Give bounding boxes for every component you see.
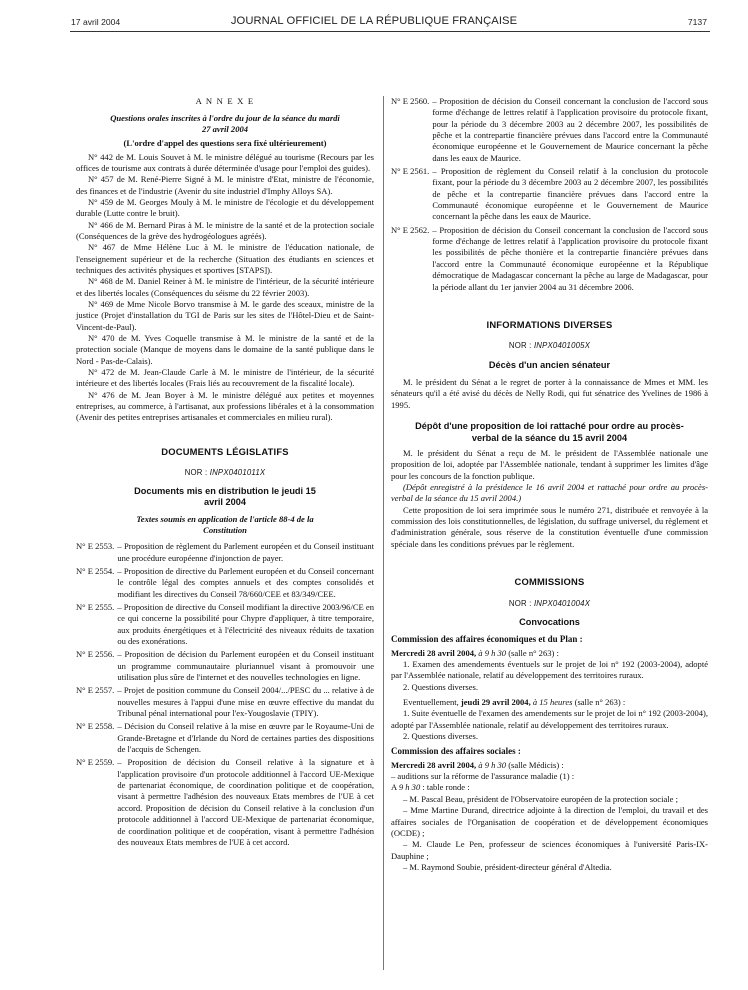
soc-line: A 9 h 30 : table ronde : [391, 782, 470, 793]
documents-subheading: Textes soumis en application de l'article 88-4 de la Constitution [136, 514, 314, 535]
soc-date: Mercredi 28 avril 2004, à 9 h 30 (salle Médicis) : [391, 759, 564, 770]
eco-item: 2. Questions diverses. [403, 731, 479, 742]
informations-nor: NOR : INPX0401005X [508, 341, 591, 351]
eco-item: 1. Examen des amendements éventuels sur le projet de loi n° 192 (2003-2004), adopté par l'Assemblée nationale, relatif au développement des territoires ruraux. [391, 659, 708, 681]
deces-text: M. le président du Sénat a le regret de porter à la connaissance de Mmes et MM. les sénateurs qu'il a été avisé du décès de Nelly Rodi, qui fut sénatrice des Yvelines de 1986 à 1995. [391, 377, 708, 410]
document-item: N° E 2553. – Proposition de règlement du Parlement européen et du Conseil instituant une procédure européenne d'injonction de payer. [76, 541, 374, 563]
document-item: N° E 2558. – Décision du Conseil relative à la mise en œuvre par le Royaume-Uni de Grande-Bretagne et d'Irlande du Nord de certaines parties des dispositions de l'acquis de Schengen. [76, 721, 374, 755]
question-item: N° 470 de M. Yves Coquelle transmise à M. le ministre de la santé et de la protection sociale (Manque de moyens dans le domaine de la santé publique dans le Nord - Pas-de-Calais). [76, 333, 374, 366]
question-item: N° 476 de M. Jean Boyer à M. le ministre délégué aux petites et moyennes entreprises, au commerce, à l'artisanat, aux professions libérales et à la consommation (Avenir des petites entreprises artisanales et commerciales en milieu rural). [76, 389, 374, 423]
commissions-section-title: COMMISSIONS [514, 576, 585, 588]
soc-participant: – M. Raymond Soubie, président-directeur général d'Altedia. [403, 861, 612, 872]
question-item: N° 466 de M. Bernard Piras à M. le ministre de la santé et de la protection sociale (Conséquences de la grève des hydrogéologues agréés). [76, 219, 374, 241]
eco-item: 2. Questions diverses. [403, 681, 479, 692]
depot-text: M. le président du Sénat a reçu de M. le président de l'Assemblée nationale une proposition de loi, adoptée par l'Assemblée nationale, tendant à supprimer les limites d'âge pour les concours de la fonction publique. [391, 448, 708, 481]
documents-heading: Documents mis en distribution le jeudi 15 avril 2004 [134, 486, 316, 508]
documents-nor: NOR : INPX0401011X [184, 468, 266, 478]
document-item: N° E 2561. – Proposition de règlement du Conseil relatif à la conclusion du protocole fixant, pour la période du 3 décembre 2003 au 2 décembre 2007, les possibilités de pêche et la contrepartie financière prévues dans l'accord entre la Communauté économique européenne et le Gouvernement de Maurice concernant la pêche dans les eaux de Maurice. [391, 166, 708, 222]
eco-date-1: Mercredi 28 avril 2004, à 9 h 30 (salle n° 263) : [391, 647, 559, 658]
soc-participant: – Mme Martine Durand, directrice adjointe à la direction de l'emploi, du travail et des affaires sociales de l'Organisation de coopération et de développement économiques (OCDE) ; [391, 805, 708, 838]
column-divider [383, 96, 384, 970]
documents-list-continued [391, 96, 708, 293]
document-item: N° E 2557. – Projet de position commune du Conseil 2004/.../PESC du ... relative à de nouvelles mesures à l'appui d'une mise en œuvre effective du mandat du Tribunal pénal international pour l'ex-Yougoslavie (TPIY). [76, 685, 374, 719]
convocations-title: Convocations [519, 616, 580, 627]
right-column [391, 96, 708, 873]
header-date: 17 avril 2004 [71, 17, 121, 27]
eco-commission-title: Commission des affaires économiques et du Plan : [391, 634, 583, 645]
eco-event: Eventuellement, jeudi 29 avril 2004, à 15 heures (salle n° 263) : [403, 697, 626, 708]
question-item: N° 469 de Mme Nicole Borvo transmise à M. le garde des sceaux, ministre de la justice (Projet d'installation du TGI de Paris sur les sites de l'Hôtel-Dieu et de Saint-Vincent-de-Paul). [76, 298, 374, 332]
question-item: N° 459 de M. Georges Mouly à M. le ministre de l'écologie et du développement durable (Lutte contre le bruit). [76, 196, 374, 219]
question-item: N° 472 de M. Jean-Claude Carle à M. le ministre de l'intérieur, de la sécurité intérieure et des libertés locales (Frais liés au recouvrement de la fiscalité locale). [76, 367, 374, 389]
document-item: N° E 2554. – Proposition de directive du Parlement européen et du Conseil concernant le contrôle légal des comptes annuels et des comptes consolidés et modifiant les directives du Conseil 78/660/CEE et 83/349/CEE. [76, 565, 374, 599]
depot-title: Dépôt d'une proposition de loi rattaché pour ordre au procès-verbal de la séance du 15 avril 2004 [415, 421, 684, 443]
annexe-subtitle: Questions orales inscrites à l'ordre du jour de la séance du mardi 27 avril 2004 [110, 113, 340, 134]
document-item: N° E 2560. – Proposition de décision du Conseil concernant la conclusion de l'accord sous forme d'échange de lettres relatif à l'application provisoire du protocole fixant, pour la période du 3 décembre 2003 au 2 décembre 2007, les possibilités de pêche et la contrepartie financière prévues dans l'accord entre la Communauté économique européenne et le Gouvernement de Maurice concernant la pêche dans les eaux de Maurice. [391, 96, 708, 163]
left-column [76, 96, 374, 848]
documents-list [76, 541, 374, 848]
soc-commission-title: Commission des affaires sociales : [391, 746, 521, 757]
deces-title: Décès d'un ancien sénateur [488, 359, 611, 370]
soc-participant: – M. Claude Le Pen, professeur de sciences économiques à l'université Paris-IX-Dauphine ; [391, 839, 708, 861]
soc-line: – auditions sur la réforme de l'assurance maladie (1) : [391, 771, 575, 782]
document-item: N° E 2559. – Proposition de décision du Conseil relative à la signature et à l'application provisoire d'un protocole additionnel à l'accord UE-Mexique de partenariat économique, de coordination politique et de coopération, visant à permettre l'adhésion des nouveaux Etats membres de l'UE à cet accord. Proposition de décision du Conseil relative à la conclusion d'un protocole additionnel à l'accord UE-Mexique de partenariat économique, de coordination politique et de coopération, visant à permettre l'adhésion des nouveaux Etats membres de l'UE à cet accord. [76, 757, 374, 847]
header-journal-title: JOURNAL OFFICIEL DE LA RÉPUBLIQUE FRANÇAISE [230, 15, 518, 27]
documents-section-title: DOCUMENTS LÉGISLATIFS [161, 445, 289, 457]
eco-item: 1. Suite éventuelle de l'examen des amendements sur le projet de loi n° 192 (2003-2004), adopté par l'Assemblée nationale, relatif au développement des territoires ruraux. [391, 708, 708, 730]
question-item: N° 467 de Mme Hélène Luc à M. le ministre de l'éducation nationale, de l'enseignement supérieur et de la recherche (Situation des étudiants en sciences et techniques des activités physiques et sportives [STAPS]). [76, 242, 374, 275]
question-item: N° 442 de M. Louis Souvet à M. le ministre délégué au tourisme (Recours par les offices de tourisme aux contrats à durée déterminée d'usage pour l'emploi des guides). [76, 151, 374, 173]
document-item: N° E 2555. – Proposition de directive du Conseil modifiant la directive 2003/96/CE en ce qui concerne la possibilité pour Chypre d'appliquer, à titre temporaire, aux produits énergétiques et à l'électricité des niveaux réduits de taxation ou des exonérations. [76, 601, 374, 646]
header-page-number: 7137 [687, 17, 707, 27]
question-item: N° 457 de M. René-Pierre Signé à M. le ministre d'Etat, ministre de l'économie, des finances et de l'industrie (Avenir du site industriel d'Imphy Alloys SA). [76, 174, 374, 196]
informations-section-title: INFORMATIONS DIVERSES [486, 318, 613, 330]
document-item: N° E 2556. – Proposition de décision du Parlement européen et du Conseil instituant un programme communautaire pluriannuel visant à promouvoir une utilisation plus sûre de l'internet et des nouvelles technologies en ligne. [76, 649, 374, 683]
depot-note: (Dépôt enregistré à la présidence le 16 avril 2004 et rattaché pour ordre au procès-verbal de la séance du 15 avril 2004.) [391, 482, 708, 504]
question-list [76, 152, 374, 424]
question-item: N° 468 de M. Daniel Reiner à M. le ministre de l'intérieur, de la sécurité intérieure et des libertés locales (Conséquences du séisme du 22 février 2003). [76, 276, 374, 298]
annexe-order-note: (L'ordre d'appel des questions sera fixé ultérieurement) [123, 138, 327, 149]
depot-text-2: Cette proposition de loi sera imprimée sous le numéro 271, distribuée et renvoyée à la commission des lois constitutionnelles, de législation, du suffrage universel, du règlement et d'administration générale, sous réserve de la constitution éventuelle d'une commission spéciale dans les conditions prévues par le règlement. [391, 504, 708, 549]
soc-participant: – M. Pascal Beau, président de l'Observatoire européen de la protection sociale ; [403, 793, 678, 804]
annexe-title: A N N E X E [195, 96, 255, 106]
commissions-nor: NOR : INPX0401004X [508, 598, 591, 608]
header-rule [70, 31, 710, 32]
document-item: N° E 2562. – Proposition de décision du Conseil concernant la conclusion de l'accord sous forme d'échange de lettres relatif à l'application provisoire du protocole fixant les possibilités de pêche thonière et la contrepartie financière prévues dans l'accord entre la Communauté économique européenne et la République démocratique de Madagascar concernant la pêche au large de Madagascar, pour la période allant du 1er janvier 2004 au 31 décembre 2006. [391, 224, 708, 292]
